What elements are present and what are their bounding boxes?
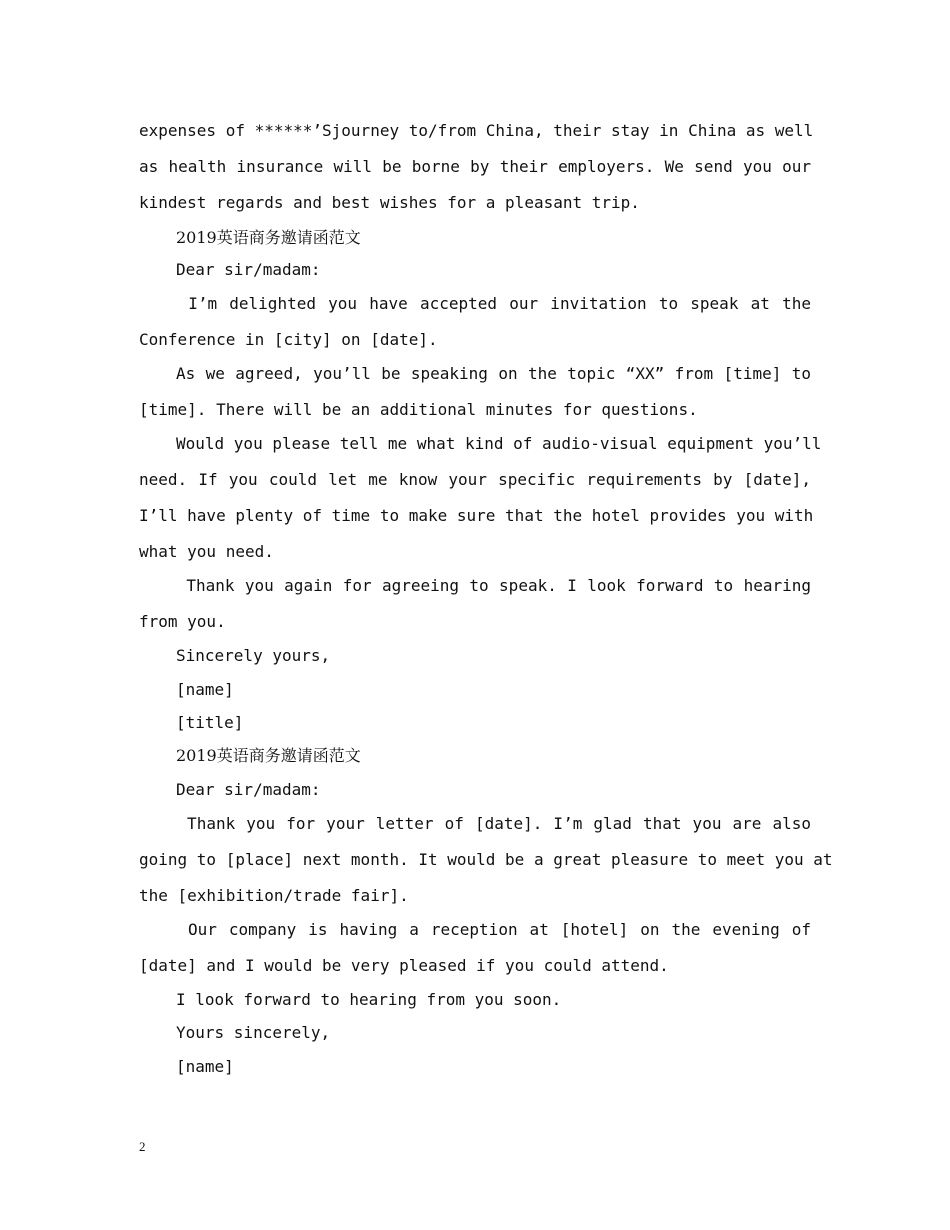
section-heading: 2019英语商务邀请函范文 [176,228,361,247]
text-line: from you. [139,612,226,631]
text-line: I’m delighted you have accepted our invitation to speak at the [176,294,811,313]
signature-name: [name] [176,1057,234,1076]
text-line: need. If you could let me know your specific requirements by [date], [139,470,811,489]
text-line: Thank you again for agreeing to speak. I look forward to hearing [176,576,811,595]
text-line: as health insurance will be borne by their employers. We send you our [139,157,811,176]
text-line: the [exhibition/trade fair]. [139,886,409,905]
text-line: Our company is having a reception at [hotel] on the evening of [176,920,811,939]
closing: Sincerely yours, [176,646,331,665]
signature-title: [title] [176,713,244,732]
signature-name: [name] [176,680,234,699]
closing: Yours sincerely, [176,1023,331,1042]
text-line: Conference in [city] on [date]. [139,330,438,349]
text-line: I look forward to hearing from you soon. [176,990,562,1009]
text-line: going to [place] next month. It would be a great pleasure to meet you at [139,850,833,869]
text-line: Would you please tell me what kind of audio-visual equipment you’ll [176,434,822,453]
salutation: Dear sir/madam: [176,780,321,799]
page-number: 2 [139,1139,146,1154]
text-line: Thank you for your letter of [date]. I’m glad that you are also [176,814,811,833]
text-line: [date] and I would be very pleased if you could attend. [139,956,669,975]
section-heading: 2019英语商务邀请函范文 [176,746,361,765]
text-line: As we agreed, you’ll be speaking on the topic “XX” from [time] to [176,364,811,383]
text-line: kindest regards and best wishes for a pleasant trip. [139,193,640,212]
text-line: what you need. [139,542,274,561]
salutation: Dear sir/madam: [176,260,321,279]
text-line: expenses of ******’Sjourney to/from China, their stay in China as well [139,121,814,140]
text-line: I’ll have plenty of time to make sure that the hotel provides you with [139,506,814,525]
text-line: [time]. There will be an additional minutes for questions. [139,400,698,419]
